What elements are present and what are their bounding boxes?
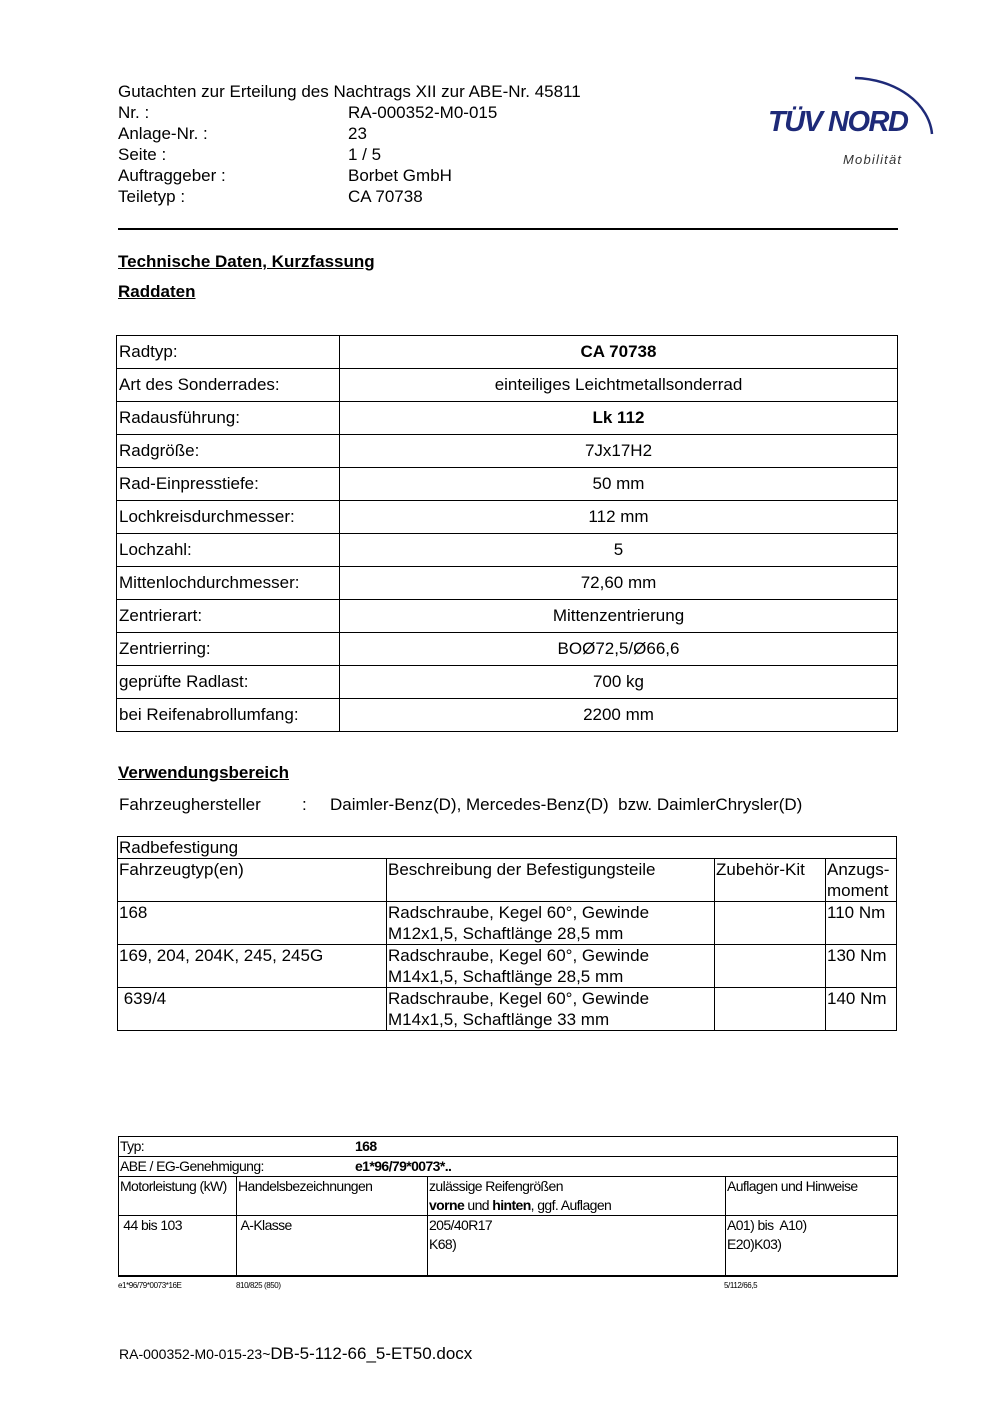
power-range: 44 bis 103 (119, 1216, 237, 1277)
table-row (118, 837, 897, 859)
header-value: RA-000352-M0-015 (348, 103, 498, 122)
abe-label: ABE / EG-Genehmigung: (120, 1158, 264, 1174)
document-title: Gutachten zur Erteilung des Nachtrags XII zur ABE-Nr. 45811 (118, 82, 581, 101)
section-title-wheel: Raddaten (118, 282, 196, 301)
table-row (117, 633, 898, 666)
footer-prefix: RA-000352-M0-015-23~ (119, 1346, 271, 1362)
table-row (119, 1137, 898, 1157)
column-header: Anzugs-moment (826, 859, 897, 902)
header-vorne: vorne (429, 1197, 465, 1213)
row-label: geprüfte Radlast: (117, 666, 340, 699)
torque: 140 Nm (826, 988, 897, 1031)
row-value: CA 70738 (340, 336, 898, 369)
tyre-line: K68) (429, 1236, 457, 1252)
table-row (118, 902, 897, 945)
column-header: Motorleistung (kW) (119, 1177, 237, 1216)
section-title-technical: Technische Daten, Kurzfassung (118, 252, 375, 271)
footnote-weight: 810/825 (850) (236, 1281, 281, 1290)
vehicle-types: 168 (118, 902, 387, 945)
header-value: 1 / 5 (348, 145, 382, 164)
header-line: zulässige Reifengrößen (429, 1178, 563, 1194)
vehicle-types: 169, 204, 204K, 245, 245G (118, 945, 387, 988)
row-value: Lk 112 (340, 402, 898, 435)
description-line: M12x1,5, Schaftlänge 28,5 mm (388, 924, 624, 943)
description-line: Radschraube, Kegel 60°, Gewinde (388, 989, 650, 1008)
trade-name: A-Klasse (237, 1216, 428, 1277)
header-field-seite (118, 144, 581, 165)
document-footer (119, 1344, 472, 1364)
typ-value: 168 (355, 1138, 377, 1154)
vehicle-manufacturer (119, 795, 802, 815)
footnote-bolt-pattern: 5/112/66,5 (724, 1281, 758, 1290)
row-label: Zentrierring: (117, 633, 340, 666)
table-row (117, 402, 898, 435)
fastener-description (387, 988, 715, 1031)
table-row (118, 988, 897, 1031)
notes-line: E20)K03) (727, 1236, 782, 1252)
row-label: bei Reifenabrollumfang: (117, 699, 340, 732)
header-divider (118, 228, 898, 230)
column-header: Beschreibung der Befestigungsteile (387, 859, 715, 902)
row-label: Lochkreisdurchmesser: (117, 501, 340, 534)
table-row (117, 369, 898, 402)
column-header (428, 1177, 726, 1216)
section-title-usage: Verwendungsbereich (118, 763, 289, 782)
header-label: Anlage-Nr. : (118, 124, 208, 143)
table-row (117, 336, 898, 369)
typ-row (119, 1137, 898, 1157)
row-value: Mittenzentrierung (340, 600, 898, 633)
accessory-kit (715, 988, 826, 1031)
table-row (117, 600, 898, 633)
description-line: Radschraube, Kegel 60°, Gewinde (388, 946, 650, 965)
table-row (117, 435, 898, 468)
row-value: BOØ72,5/Ø66,6 (340, 633, 898, 666)
logo-wordmark: TÜV NORD (768, 106, 908, 138)
table-row (119, 1157, 898, 1177)
fastener-description (387, 945, 715, 988)
column-header: Handelsbezeichnungen (237, 1177, 428, 1216)
table-header-row (119, 1177, 898, 1216)
header-label: Auftraggeber : (118, 166, 226, 185)
header-value: Borbet GmbH (348, 166, 452, 185)
header-label: Nr. : (118, 103, 150, 122)
description-line: Radschraube, Kegel 60°, Gewinde (388, 903, 650, 922)
logo-subtitle: Mobilität (843, 152, 903, 167)
accessory-kit (715, 902, 826, 945)
header-value: 23 (348, 124, 367, 143)
wheel-data-table (116, 335, 898, 732)
header-und: und (464, 1197, 493, 1213)
row-value: 72,60 mm (340, 567, 898, 600)
column-header: Auflagen und Hinweise (726, 1177, 898, 1216)
table-row (117, 567, 898, 600)
row-label: Mittenlochdurchmesser: (117, 567, 340, 600)
torque: 110 Nm (826, 902, 897, 945)
abe-row (119, 1157, 898, 1177)
mounting-table (117, 836, 897, 1031)
row-label: Radgröße: (117, 435, 340, 468)
table-header-row (118, 859, 897, 902)
header-field-auftraggeber (118, 165, 581, 186)
accessory-kit (715, 945, 826, 988)
header-hinten: hinten (492, 1197, 531, 1213)
row-value: 7Jx17H2 (340, 435, 898, 468)
mounting-title: Radbefestigung (118, 837, 897, 859)
row-label: Radtyp: (117, 336, 340, 369)
header-line (429, 1196, 724, 1215)
type-approval-table (118, 1136, 898, 1277)
header-field-teiletyp (118, 186, 581, 207)
row-label: Art des Sonderrades: (117, 369, 340, 402)
table-row (117, 666, 898, 699)
header-label: Teiletyp : (118, 187, 186, 206)
row-label: Lochzahl: (117, 534, 340, 567)
table-row (117, 534, 898, 567)
torque: 130 Nm (826, 945, 897, 988)
manufacturer-value: Daimler-Benz(D), Mercedes-Benz(D) bzw. DaimlerChrysler(D) (330, 795, 803, 814)
fastener-description (387, 902, 715, 945)
typ-label: Typ: (120, 1138, 145, 1154)
description-line: M14x1,5, Schaftlänge 28,5 mm (388, 967, 624, 986)
table-row (117, 501, 898, 534)
row-label: Radausführung: (117, 402, 340, 435)
table-row (119, 1216, 898, 1277)
table-row (118, 945, 897, 988)
header-rest: , ggf. Auflagen (530, 1197, 612, 1213)
header-field-anlage (118, 123, 581, 144)
row-label: Zentrierart: (117, 600, 340, 633)
row-value: 2200 mm (340, 699, 898, 732)
notes (726, 1216, 898, 1277)
table-row (117, 468, 898, 501)
abe-value: e1*96/79*0073*.. (355, 1158, 452, 1174)
row-value: 5 (340, 534, 898, 567)
document-header (118, 81, 581, 207)
row-value: 112 mm (340, 501, 898, 534)
footer-filename: DB-5-112-66_5-ET50.docx (270, 1344, 473, 1363)
header-field-nr (118, 102, 581, 123)
tyre-sizes (428, 1216, 726, 1277)
header-label: Seite : (118, 145, 167, 164)
row-value: 700 kg (340, 666, 898, 699)
description-line: M14x1,5, Schaftlänge 33 mm (388, 1010, 610, 1029)
manufacturer-label: Fahrzeughersteller (119, 795, 261, 814)
vehicle-types: 639/4 (118, 988, 387, 1031)
header-value: CA 70738 (348, 187, 423, 206)
column-header: Zubehör-Kit (715, 859, 826, 902)
column-header: Fahrzeugtyp(en) (118, 859, 387, 902)
footnote-approval-number: e1*96/79*0073*16E (118, 1281, 182, 1290)
tuev-nord-logo (760, 56, 950, 176)
table-row (117, 699, 898, 732)
row-label: Rad-Einpresstiefe: (117, 468, 340, 501)
row-value: einteiliges Leichtmetallsonderrad (340, 369, 898, 402)
row-value: 50 mm (340, 468, 898, 501)
tyre-line: 205/40R17 (429, 1217, 493, 1233)
notes-line: A01) bis A10) (727, 1217, 807, 1233)
manufacturer-separator: : (302, 795, 307, 814)
